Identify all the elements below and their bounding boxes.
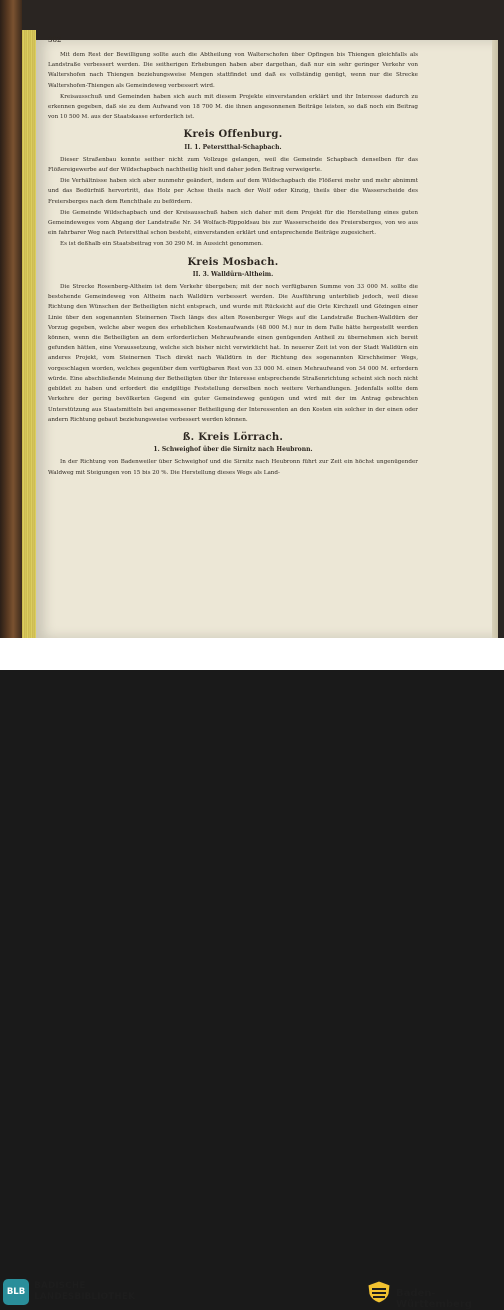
blb-logo[interactable]: BLB <box>3 1279 29 1305</box>
district-heading: ß. Kreis Lörrach. <box>182 431 284 443</box>
library-name[interactable] <box>34 1281 135 1303</box>
paragraph: Die Strecke Rosenberg-Altheim ist dem Verkehr übergeben; mit der noch verfügbaren Summe von 33 000 M. sollte die bestehende Gemeindeweg von Altheim nach Walldürn verbessert werden. Die Ausführung unterblieb jedoch, weil diese Richtung den Wünschen der Betheiligten nicht entsprach, und wurde mit Rücksicht auf die Orte Kirchzell und Gözingen einer Linie über den sogenannten Steinernen Tisch längs des alten Rosenberger Wegs auf die Landstraße Buchen-Walldürn der Vorzug gegeben, welche aber wegen des erheblichen Kostenaufwands (48 000 M.) nur in dem Falle hätte hergestellt werden können, wenn die Betheiligten an dem erforderlichen Mehraufwande einen genügenden Antheil zu übernehmen sich bereit gefunden hätten, eine Voraussetzung, welche sich bisher nicht verwirklicht hat. In neuerer Zeit ist von der Stadt Walldürn ein anderes Projekt, vom Steinernen Tisch direkt nach Walldürn in der Richtung des sogenannten Kirschheimer Wegs, vorgeschlagen worden, welches gegenüber dem verfügbaren Rest von 33 000 M. einen Mehraufwand von 34 000 M. erfordern würde. Eine abschließende Meinung der Betheiligten über ihr Interesse entsprechende Straßenrichtung scheint sich noch nicht gebildet zu haben und erfordert die endgiltige Feststellung derselben noch weitere Verhandlungen. Jedenfalls sollte dem Verkehre der gering bevölkerten Gegend ein guter Gemeindeweg genügen und wird mit der im Antrag gebrachten Unterstützung aus Staatsmitteln bei angemessener Betheiligung der Interessenten an den Kosten ein solcher in der einen oder andern Richtung gebaut beziehungsweise verbessert werden können. <box>48 284 418 423</box>
page-number: 382 <box>48 36 62 44</box>
section-heading: 1. Schweighof über die Sirnitz nach Heubronn. <box>153 446 313 454</box>
paragraph: Kreisausschuß und Gemeinden haben sich auch mit diesem Projekte einverstanden erklärt und ihr Interesse dadurch zu erkennen gegeben, daß sie zu dem Aufwand von 18 700 M. die ihnen angesonnenen Beiträge leisten, so daß noch ein Beitrag von 10 500 M. aus der Staatskasse erforderlich ist. <box>48 93 418 121</box>
page-right-edge <box>492 40 498 638</box>
paragraph: In der Richtung von Badenweiler über Schweighof und die Sirnitz nach Heubronn führt zur Zeit ein höchst ungenügender Waldweg mit Steigungen von 15 bis 20 %. Die Herstellung dieses Wegs als Land- <box>48 459 418 476</box>
state-name[interactable]: Baden-Württemberg <box>396 1288 472 1310</box>
paragraph: Es ist deßhalb ein Staatsbeitrag von 30 290 M. in Aussicht genommen. <box>60 241 263 248</box>
section-heading: II. 1. Peterstthal-Schapbach. <box>184 143 282 151</box>
district-heading: Kreis Offenburg. <box>183 129 283 141</box>
district-heading: Kreis Mosbach. <box>187 256 279 268</box>
baden-wuerttemberg-arms-icon <box>366 1280 392 1304</box>
page-text <box>48 50 418 479</box>
footer-bar <box>0 638 504 1310</box>
paragraph: Mit dem Rest der Bewilligung sollte auch die Abtheilung von Walterschofen über Opfingen bis Thiengen gleichfalls als Landstraße verbessert werden. Die seitherigen Erhebungen haben aber dargethan, daß nur ein sehr geringer Verkehr von Waltershofen nach Thiengen beziehungsweise Mengen stattfindet und daß es vollständig genügt, wenn nur die Strecke Waltershofen-Thiengen als Gemeindeweg verbessert wird. <box>48 52 418 89</box>
library-name-line2: LANDESBIBLIOTHEK <box>34 1292 135 1302</box>
library-name-line1: BADISCHE <box>34 1281 86 1291</box>
book-spine-edge <box>0 0 22 638</box>
paragraph: Die Verhältnisse haben sich aber nunmehr geändert, indem auf dem Wildschapbach die Flößerei mehr und mehr abnimmt und das Bedürfniß hervortritt, das Holz per Achse theils nach der Wolf oder Kinzig, theils über die Wasserscheide des Freiersberges nach dem Renchthale zu befördern. <box>48 178 418 205</box>
paragraph: Die Gemeinde Wildschapbach und der Kreisausschuß haben sich daher mit dem Projekt für die Herstellung eines guten Gemeindeweges vom Abgang der Landstraße Nr. 34 Wolfach-Rippoldsau bis zur Wasserscheide des Freiersberges, von wo aus ein fahrbarer Weg nach Peterstthal schon besteht, einverstanden erklärt und entsprechende Beiträge zugesichert. <box>48 209 418 237</box>
book-page-edges <box>22 30 36 638</box>
paragraph: Dieser Straßenbau konnte seither nicht zum Vollzuge gelangen, weil die Gemeinde Schapbach denselben für das Flößereigewerbe auf der Wildschapbach nachtheilig hielt und daher jeden Beitrag verweigerte. <box>48 156 418 174</box>
section-heading: II. 3. Walldürn-Altheim. <box>192 270 274 278</box>
